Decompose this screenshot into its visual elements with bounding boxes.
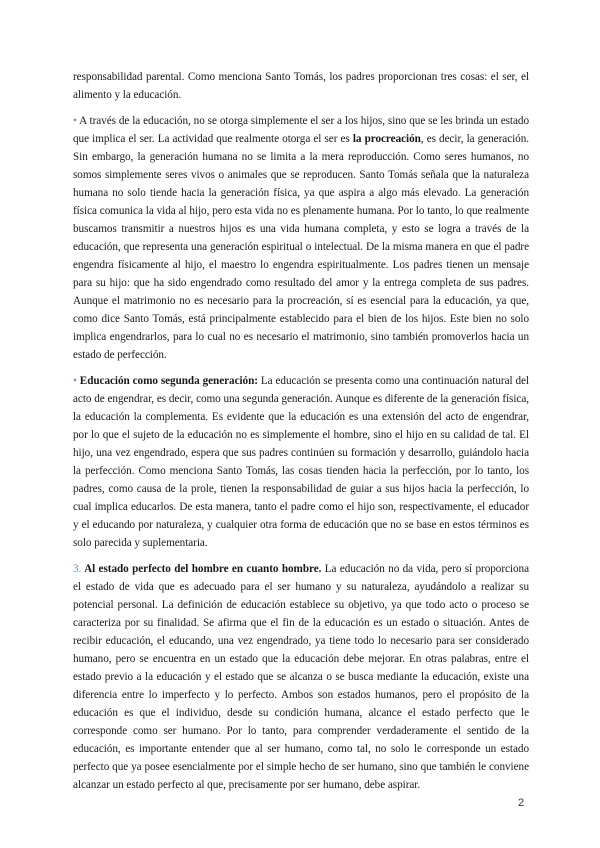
paragraph-continuation — [73, 68, 529, 104]
paragraph-second-generation — [73, 372, 529, 552]
paragraph-text: La educación se presenta como una continuación natural del acto de engendrar, es decir, como una segunda generación. Aunque es diferente de la generación física, la educación la complementa. Es evidente que la educación es una extensión del acto de engendrar, por lo que el sujeto de la educación no es simplemente el hombre, sino el hijo en su calidad de tal. El hijo, una vez engendrado, espera que sus padres continúen su formación y desarrollo, guiándolo hacia la perfección. Como menciona Santo Tomás, las cosas tienden hacia la perfección, por lo tanto, los padres, como causa de la prole, tienen la responsabilidad de guiar a sus hijos hacia la perfección, lo cual implica educarlos. De esta manera, tanto el padre como el hijo son, respectivamente, el educador y el educando por naturaleza, y cualquier otra forma de educación que no se base en estos términos es solo parecida y suplementaria. — [73, 375, 529, 549]
document-page — [73, 68, 529, 794]
section-heading: Al estado perfecto del hombre en cuanto hombre. — [81, 563, 322, 575]
paragraph-text-a: A través de la educación, no se otorga simplemente el ser a los hijos, sino que se les brinda un estado que implica el ser. La actividad que realmente otorga el ser es — [73, 115, 529, 145]
bullet-icon: • — [73, 375, 77, 387]
section-number: 3. — [73, 563, 82, 575]
paragraph-perfect-state — [73, 560, 529, 794]
bold-term: la procreación — [352, 133, 421, 145]
bullet-icon: • — [73, 115, 77, 127]
section-heading: Educación como segunda generación: — [76, 375, 258, 387]
page-number: 2 — [518, 797, 525, 809]
paragraph-text-b: , es decir, la generación. Sin embargo, la generación humana no se limita a la mera reproducción. Como seres humanos, no somos simplemente seres vivos o animales que se reproducen. Santo Tomás señala que la naturaleza humana no solo tiende hacia la generación física, ya que aspira a algo más elevado. La generación física comunica la vida al hijo, pero esta vida no es plenamente humana. Por lo tanto, lo que realmente buscamos transmitir a nuestros hijos es una vida humana completa, y esto se logra a través de la educación, que representa una generación espiritual o intelectual. De la misma manera en que el padre engendra físicamente al hijo, el maestro lo engendra espiritualmente. Los padres tienen un mensaje para su hijo: que ha sido engendrado como resultado del amor y la entrega completa de sus padres. Aunque el matrimonio no es necesario para la procreación, sí es esencial para la educación, ya que, como dice Santo Tomás, está principalmente establecido para el bien de los hijos. Este bien no solo implica engendrarlos, para lo cual no es necesario el matrimonio, sino también promoverlos hacia un estado de perfección. — [73, 133, 530, 361]
paragraph-procreation — [73, 112, 529, 364]
paragraph-text: responsabilidad parental. Como menciona Santo Tomás, los padres proporcionan tres cosas: el ser, el alimento y la educación. — [73, 71, 529, 101]
paragraph-text: La educación no da vida, pero sí proporciona el estado de vida que es adecuado para el ser humano y su naturaleza, ayudándolo a realizar su potencial personal. La definición de educación establece su objetivo, ya que todo acto o proceso se caracteriza por su finalidad. Se afirma que el fin de la educación es un estado o situación. Antes de recibir educación, el educando, una vez engendrado, ya tiene todo lo necesario para ser considerado humano, pero se encuentra en un estado que la educación debe mejorar. En otras palabras, entre el estado previo a la educación y el estado que se alcanza o se busca mediante la educación, existe una diferencia entre lo imperfecto y lo perfecto. Ambos son estados humanos, pero el propósito de la educación es que el individuo, desde su condición humana, alcance el estado perfecto que le corresponde como ser humano. Por lo tanto, para comprender verdaderamente el sentido de la educación, es importante entender que al ser humano, como tal, no solo le corresponde un estado perfecto que ya posee esencialmente por el simple hecho de ser humano, sino que también le conviene alcanzar un estado perfecto al que, precisamente por ser humano, debe aspirar. — [73, 563, 530, 791]
